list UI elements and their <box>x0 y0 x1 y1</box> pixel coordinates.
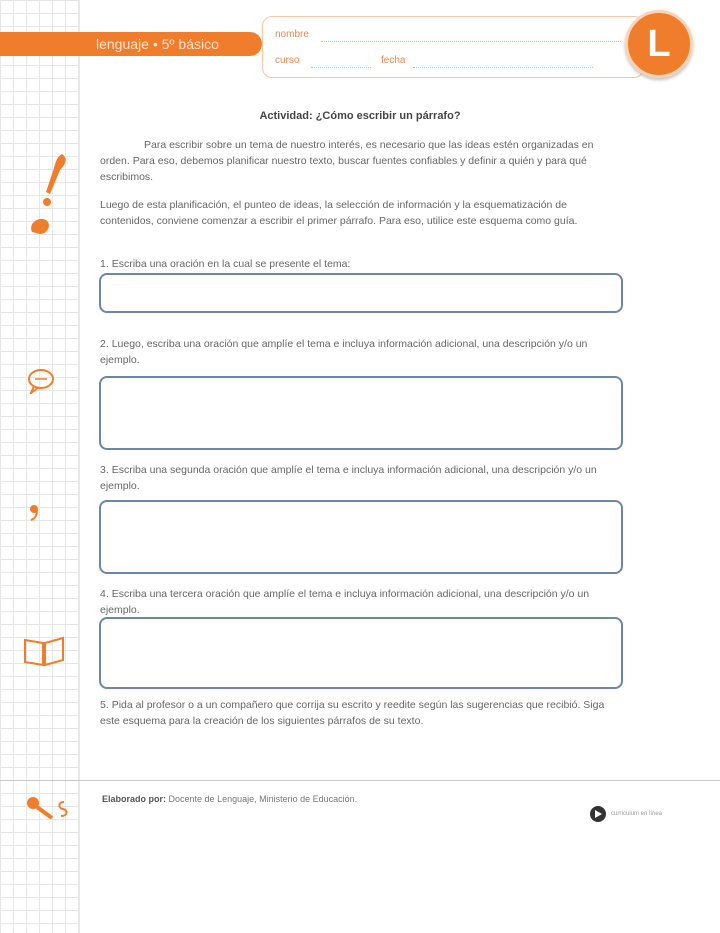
date-label: fecha <box>381 55 406 66</box>
intro-paragraph-1: Para escribir sobre un tema de nuestro interés, es necesario que las ideas estén organizadas en orden. Para eso, debemos planificar nuestro texto, buscar fuentes confiables y definir a quién y para qué escribimos. <box>100 139 594 183</box>
footer-divider <box>0 780 720 781</box>
speech-bubble-icon <box>26 368 56 394</box>
name-line[interactable] <box>321 41 621 42</box>
step-3-text: 3. Escriba una segunda oración que amplíe el tema e incluya información adicional, una descripción y/o un ejemplo. <box>100 464 597 492</box>
step-1-text: 1. Escriba una oración en la cual se presente el tema: <box>100 258 351 270</box>
answer-box-4[interactable] <box>99 617 623 689</box>
footer-logo-text: currículum en línea <box>611 810 663 817</box>
step-4-text: 4. Escriba una tercera oración que amplíe el tema e incluya información adicional, una descripción y/o un ejemplo. <box>100 588 590 616</box>
book-icon <box>22 634 66 668</box>
comma-icon <box>26 503 42 523</box>
footer-logo <box>590 806 662 822</box>
student-info-box <box>262 16 644 78</box>
answer-box-2[interactable] <box>99 376 623 450</box>
microphone-icon <box>24 794 74 824</box>
date-line[interactable] <box>413 67 593 68</box>
course-line[interactable] <box>311 67 371 68</box>
subject-label: lenguaje • 5º básico <box>96 36 219 52</box>
ink-drop-icon <box>28 214 52 236</box>
course-label: curso <box>275 55 300 66</box>
answer-box-1[interactable] <box>99 273 623 313</box>
pen-icon <box>36 150 72 210</box>
made-by-value: Docente de Lenguaje, Ministerio de Educación. <box>168 794 358 804</box>
intro-paragraph-2: Luego de esta planificación, el punteo de ideas, la selección de información y la esquematización de contenidos, conviene comenzar a escribir el primer párrafo. Para eso, utilice este esquema como guía. <box>100 199 578 227</box>
activity-title: Actividad: ¿Cómo escribir un párrafo? <box>259 110 461 122</box>
subject-logo: L <box>625 10 693 78</box>
step-2-text: 2. Luego, escriba una oración que amplíe el tema e incluya información adicional, una descripción y/o un ejemplo. <box>100 338 588 366</box>
play-icon <box>590 806 606 822</box>
answer-box-3[interactable] <box>99 500 623 574</box>
made-by-label: Elaborado por: <box>102 794 167 804</box>
step-5-text: 5. Pida al profesor o a un compañero que corrija su escrito y reedite según las sugerencias que recibió. Siga este esquema para la creación de los siguientes párrafos de su texto. <box>100 699 605 727</box>
subject-band <box>0 32 262 56</box>
name-label: nombre <box>275 29 309 40</box>
footer-credits <box>102 794 357 804</box>
